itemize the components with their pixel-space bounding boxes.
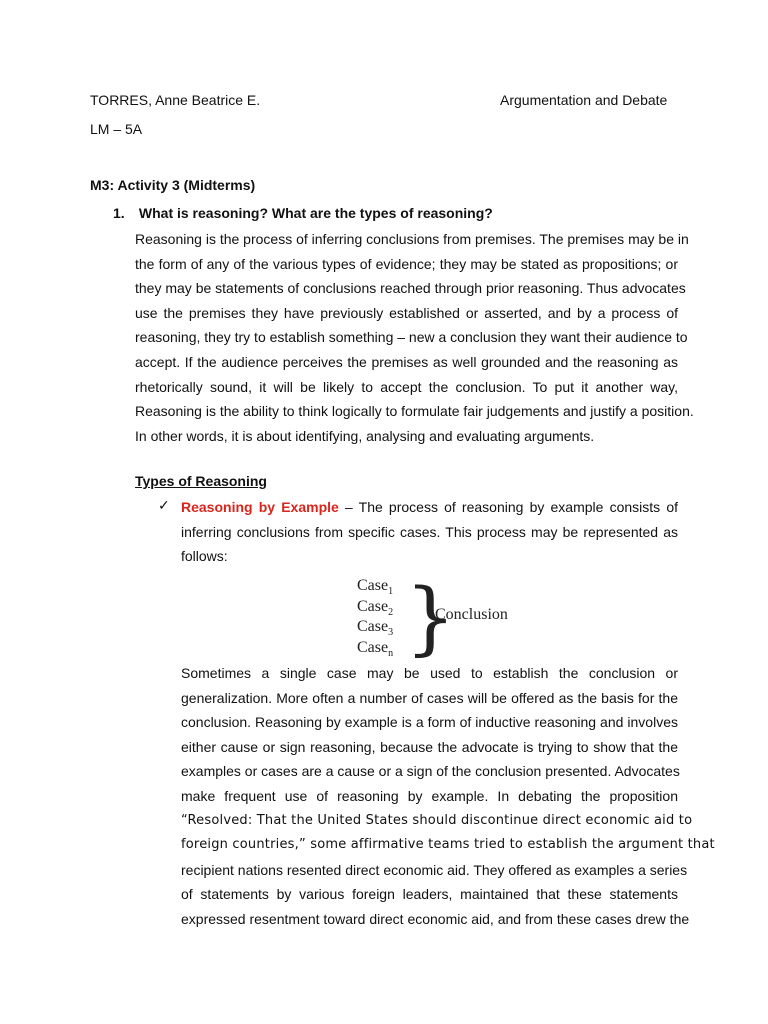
curly-brace-icon: } (405, 571, 456, 664)
case-3: Case$_3$ (357, 618, 394, 639)
answer-paragraph (135, 227, 694, 448)
text-line: conclusion. Reasoning by example is a form of inductive reasoning and involves (181, 714, 678, 731)
term-definition: – The process of reasoning by example consists of (338, 499, 678, 515)
text-line: rhetorically sound, it will be likely to accept the conclusion. To put it another way, (135, 378, 678, 395)
activity-title: M3: Activity 3 (Midterms) (90, 177, 256, 193)
text-line: In other words, it is about identifying, analysing and evaluating arguments. (135, 427, 595, 444)
course-title: Argumentation and Debate (500, 92, 668, 108)
example-paragraph (181, 661, 715, 932)
types-heading: Types of Reasoning (135, 473, 267, 489)
question-text: What is reasoning? What are the types of reasoning? (138, 205, 493, 221)
question-1 (113, 205, 493, 221)
text-line: they may be statements of conclusions reached through prior reasoning. Thus advocates (135, 280, 686, 297)
text-line: reasoning, they try to establish something – new a conclusion they want their audience to (135, 329, 688, 346)
text-line: follows: (181, 548, 228, 565)
module-code: LM – 5A (90, 121, 143, 137)
reasoning-by-example-intro (181, 495, 678, 569)
text-line: examples or cases are a cause or a sign of the conclusion presented. Advocates (181, 763, 680, 780)
quoted-line: “Resolved: That the United States should discontinue direct economic aid to (181, 812, 693, 828)
text-line: recipient nations resented direct economic aid. They offered as examples a series (181, 861, 688, 878)
case-1: Case$_1$ (357, 577, 394, 598)
case-n: Case$_n$ (357, 638, 394, 659)
diagram-conclusion: Conclusion (435, 606, 508, 623)
cases-conclusion-diagram (357, 571, 508, 664)
text-line: Reasoning is the ability to think logically to formulate fair judgements and justify a position. (135, 403, 694, 420)
text-line: Reasoning is the process of inferring conclusions from premises. The premises may be in (135, 231, 689, 247)
question-number: 1. (113, 205, 125, 221)
quoted-line: foreign countries,” some affirmative teams tried to establish the argument that (181, 837, 715, 853)
text-line: use the premises they have previously established or asserted, and by a process of (135, 304, 678, 321)
case-2: Case$_2$ (357, 597, 394, 618)
student-name: TORRES, Anne Beatrice E. (90, 92, 261, 108)
text-line: expressed resentment toward direct economic aid, and from these cases drew the (181, 910, 690, 927)
text-line: make frequent use of reasoning by example. In debating the proposition (181, 787, 678, 804)
term-reasoning-by-example: Reasoning by Example (181, 499, 339, 515)
text-line: either cause or sign reasoning, because the advocate is trying to show that the (181, 738, 678, 755)
text-line: accept. If the audience perceives the premises as well grounded and the reasoning as (135, 353, 678, 370)
text-line (181, 495, 678, 520)
text-line: the form of any of the various types of evidence; they may be stated as propositions; or (135, 255, 678, 272)
checkmark-icon: ✓ (158, 497, 170, 513)
text-line: generalization. More often a number of cases will be offered as the basis for the (181, 689, 678, 706)
text-line: Sometimes a single case may be used to establish the conclusion or (181, 665, 678, 681)
text-line: of statements by various foreign leaders, maintained that these statements (181, 886, 678, 903)
text-line: inferring conclusions from specific cases. This process may be represented as (181, 523, 678, 540)
